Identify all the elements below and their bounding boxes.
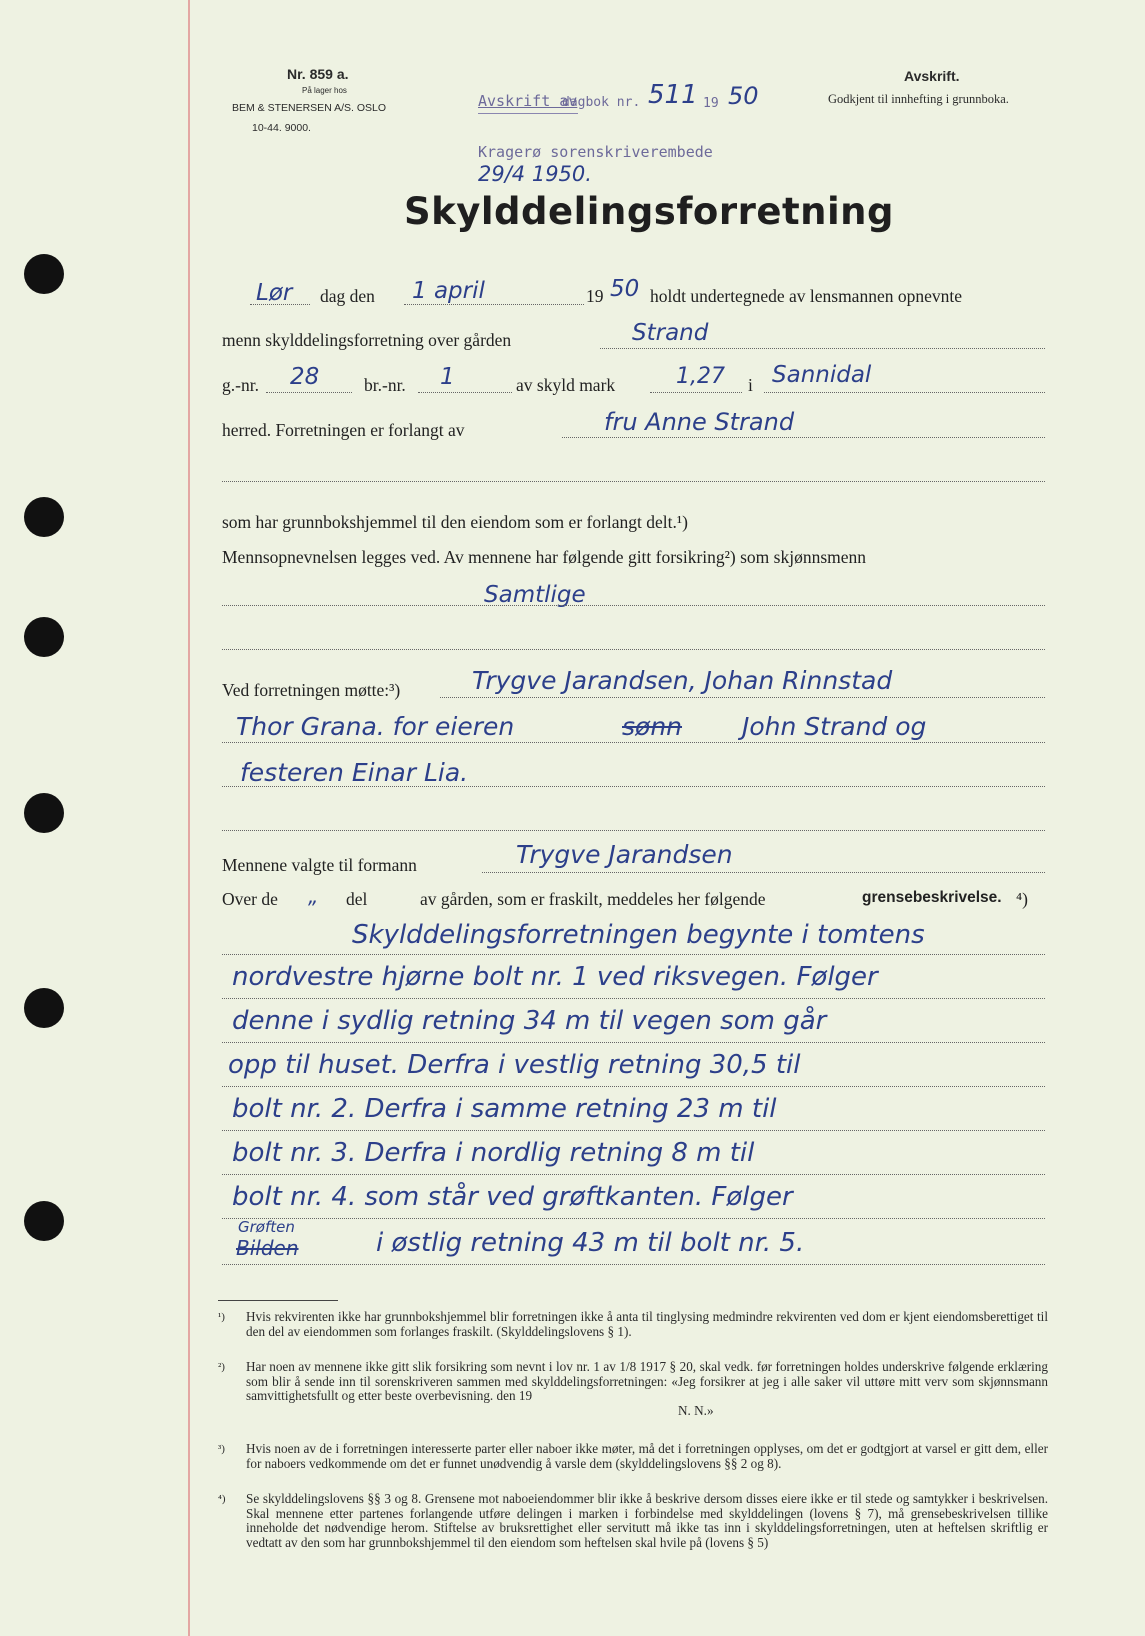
stamp-office: Kragerø sorenskriverembede xyxy=(478,143,713,161)
fill-line xyxy=(266,392,352,393)
stamp-dagbok: dagbok nr. xyxy=(562,95,641,110)
footnote-1 xyxy=(218,1310,1048,1339)
hw-description-line: nordvestre hjørne bolt nr. 1 ved riksvegen. Følger xyxy=(232,962,878,992)
label-motte: Ved forretningen møtte:³) xyxy=(222,680,401,700)
publisher-pre: På lager hos xyxy=(302,86,347,95)
fill-line xyxy=(600,348,1045,349)
hw-motte-line-2a: Thor Grana. for eieren xyxy=(236,712,515,741)
print-code: 10-44. 9000. xyxy=(252,122,311,134)
fill-line xyxy=(418,392,512,393)
footnote-text: Hvis noen av de i forretningen interesserte parter eller naboer ikke møter, må det i forretningen opplyses, om det er godtgjort at varsel er gitt dem, eller for naboers vedkommende om det er funnet unødvendig å varsle dem (skylddelingslovens §§ 2 og 8). xyxy=(246,1441,1048,1471)
hw-description-line: denne i sydlig retning 34 m til vegen som går xyxy=(232,1006,827,1036)
label-brnr: br.-nr. xyxy=(364,375,406,395)
document-title: Skylddelingsforretning xyxy=(404,190,894,233)
fill-line xyxy=(222,998,1045,999)
hw-motte-line-3: festeren Einar Lia. xyxy=(240,758,469,787)
footnote-text: Har noen av mennene ikke gitt slik forsikring som nevnt i lov nr. 1 av 1/8 1917 § 20, skal vedk. før forretningen holdes underskrive følgende erklæring som blir å sende inn til sorenskriveren sammen med skylddelingsforretningen: «Jeg forsikrer at jeg i alle saker vil uttøre mitt verv som skjønnsmann samvittighetsfullt og etter beste overbevisning. den 19 xyxy=(246,1359,1048,1404)
fill-line xyxy=(440,697,1045,698)
form-number: Nr. 859 a. xyxy=(287,66,349,82)
fill-line xyxy=(222,786,1045,787)
footnote-mark: ²) xyxy=(218,1361,225,1373)
fill-line xyxy=(222,1218,1045,1219)
fill-line xyxy=(222,605,1045,606)
footnote-mark: ³) xyxy=(218,1443,225,1455)
footnote-4 xyxy=(218,1492,1048,1550)
hw-description-line: bolt nr. 2. Derfra i samme retning 23 m til xyxy=(232,1094,777,1124)
fill-line xyxy=(764,392,1045,393)
hw-description-line: Skylddelingsforretningen begynte i tomtens xyxy=(352,920,925,950)
label-formann: Mennene valgte til formann xyxy=(222,855,417,875)
stamp-date: 29/4 1950. xyxy=(478,162,592,186)
label-grense: grensebeskrivelse. xyxy=(862,889,1002,906)
approval-text: Godkjent til innhefting i grunnboka. xyxy=(828,92,1009,106)
hw-date: 1 april xyxy=(412,278,485,304)
punch-hole xyxy=(24,254,64,294)
label-dag-den: dag den xyxy=(320,286,375,306)
label-holdt: holdt undertegnede av lensmannen opnevnte xyxy=(650,286,962,306)
publisher: BEM & STENERSEN A/S. OSLO xyxy=(232,102,387,114)
fill-line xyxy=(222,1264,1045,1265)
label-grense-sup: ⁴) xyxy=(1016,889,1028,909)
footnote-nn: N. N.» xyxy=(678,1402,714,1418)
punch-hole xyxy=(24,617,64,657)
label-av-garden: av gården, som er fraskilt, meddeles her følgende xyxy=(420,889,766,909)
footnote-text: Hvis rekvirenten ikke har grunnbokshjemmel blir forretningen ikke å anta til tinglysing medmindre rekvirenten ved dom er kjent eiendomsberettiget til den del av eiendommen som forlanges fraskilt. (Skylddelingslovens § 1). xyxy=(246,1309,1048,1339)
hw-description-insert: Grøften xyxy=(238,1218,295,1236)
label-over-de: Over de xyxy=(222,889,278,909)
label-herred: herred. Forretningen er forlangt av xyxy=(222,420,465,440)
stamp-strike xyxy=(478,113,578,114)
label-gnr: g.-nr. xyxy=(222,375,259,395)
fill-line xyxy=(222,1174,1045,1175)
punch-hole xyxy=(24,1201,64,1241)
label-year-pre: 19 xyxy=(586,286,604,306)
hw-description-line: opp til huset. Derfra i vestlig retning 30,5 til xyxy=(228,1050,801,1080)
hw-formann: Trygve Jarandsen xyxy=(516,840,733,869)
margin-rule xyxy=(188,0,190,1636)
fill-line xyxy=(250,304,310,305)
punch-hole xyxy=(24,793,64,833)
fill-line xyxy=(222,1086,1045,1087)
footnote-3 xyxy=(218,1442,1048,1471)
stamp-year-pre: 19 xyxy=(703,96,719,111)
label-del: del xyxy=(346,889,368,909)
label-mennsopp: Mennsopnevnelsen legges ved. Av mennene har følgende gitt forsikring²) som skjønnsmenn xyxy=(222,547,867,567)
hw-motte-line-1: Trygve Jarandsen, Johan Rinnstad xyxy=(472,666,893,695)
label-i: i xyxy=(748,375,753,395)
hw-skyld: 1,27 xyxy=(676,364,725,389)
fill-line xyxy=(404,304,584,305)
hw-description-line: i østlig retning 43 m til bolt nr. 5. xyxy=(376,1228,805,1258)
hw-requester: fru Anne Strand xyxy=(604,408,795,436)
footnote-mark: ¹) xyxy=(218,1311,225,1323)
fill-line xyxy=(222,830,1045,831)
hw-over-de: „ xyxy=(308,884,319,908)
hw-motte-struck: sønn xyxy=(622,712,683,741)
avskrift-label: Avskrift. xyxy=(904,68,960,84)
fill-line xyxy=(222,742,1045,743)
hw-weekday: Lør xyxy=(256,280,293,306)
footnote-text: Se skylddelingslovens §§ 3 og 8. Grensene mot naboeiendommer blir ikke å beskrive dersom disses eiere ikke er til stede og samtykker i beskrivelsen. Skal mennene etter partenes forlangende utføre delingen i marken i forbindelse med skylddelingen (lovens § 7), må grensebeskrivelsen tillike inneholde det nødvendige herom. Stiftelse av bruksrettighet eller servitutt må ikke tas inn i skylddelingsforretningen, uten at heftelsen skriftlig er vedtatt av den som har grunnbokshjemmel til den eiendom som heftelsen skal hvile på (lovens § 5) xyxy=(246,1491,1048,1550)
stamp-avskrift: Avskrift av xyxy=(478,92,578,110)
fill-line xyxy=(562,437,1045,438)
punch-hole xyxy=(24,988,64,1028)
hw-brnr: 1 xyxy=(440,364,455,390)
fill-line xyxy=(222,1042,1045,1043)
punch-hole xyxy=(24,497,64,537)
footnote-rule xyxy=(218,1300,338,1301)
hw-description-line: bolt nr. 3. Derfra i nordlig retning 8 m til xyxy=(232,1138,755,1168)
hw-herred: Sannidal xyxy=(772,362,872,388)
fill-line xyxy=(222,954,1045,955)
fill-line xyxy=(222,1130,1045,1131)
stamp-year: 50 xyxy=(728,82,759,110)
hw-samtlige: Samtlige xyxy=(484,582,586,608)
fill-line xyxy=(650,392,742,393)
hw-description-struck: Bilden xyxy=(236,1236,299,1260)
fill-line xyxy=(222,649,1045,650)
label-skyld: av skyld mark xyxy=(516,375,616,395)
footnote-2 xyxy=(218,1360,1048,1418)
label-grunnbok: som har grunnbokshjemmel til den eiendom som er forlangt delt.¹) xyxy=(222,512,688,532)
fill-line xyxy=(222,481,1045,482)
hw-motte-line-2b: John Strand og xyxy=(742,712,927,741)
hw-farm: Strand xyxy=(632,320,709,346)
fill-line xyxy=(482,872,1045,873)
hw-description-line: bolt nr. 4. som står ved grøftkanten. Følger xyxy=(232,1182,793,1212)
hw-year: 50 xyxy=(610,276,640,302)
stamp-dagbok-number: 511 xyxy=(648,80,698,110)
hw-gnr: 28 xyxy=(290,364,320,390)
label-menn: menn skylddelingsforretning over gården xyxy=(222,330,512,350)
footnote-mark: ⁴) xyxy=(218,1493,226,1505)
